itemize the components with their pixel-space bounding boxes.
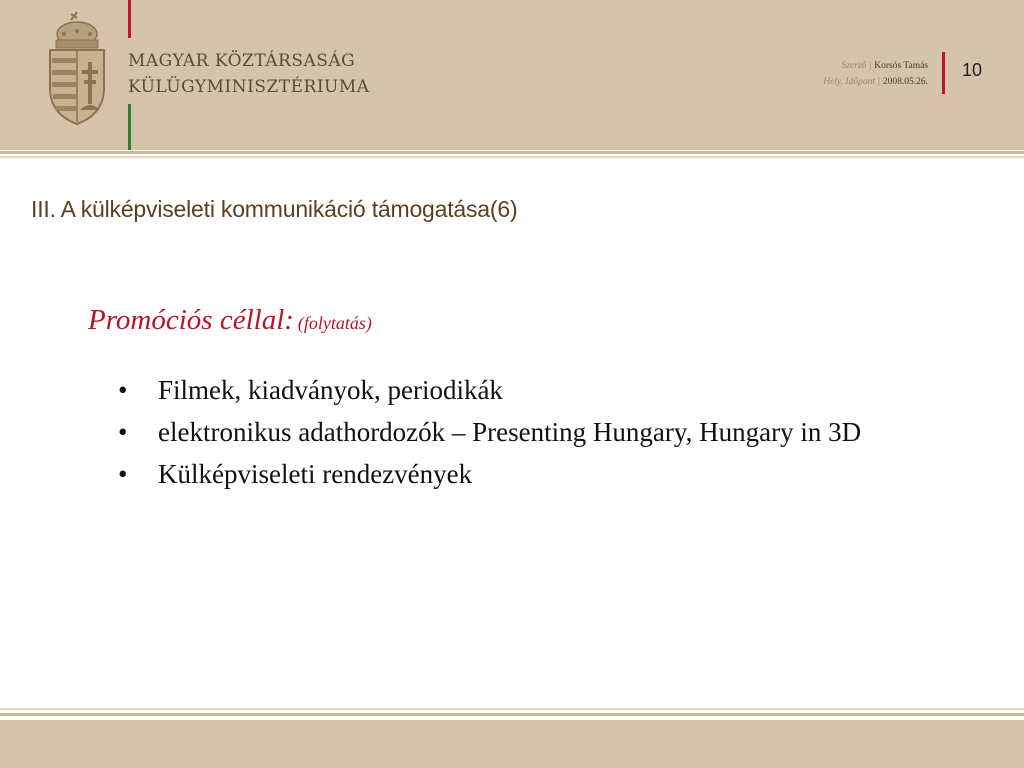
author-row: Szerző | Korsós Tamás [841,61,928,71]
bullet-list [118,372,878,498]
bullet-item [118,456,878,492]
flag-red-bar [128,0,131,38]
footer-band [0,720,1024,768]
bullet-text: elektronikus adathordozók – Presenting Hungary, Hungary in 3D [158,417,862,447]
header-divider-thin [0,156,1024,158]
place-row: Hely, Időpont | 2008.05.26. [823,77,928,87]
ministry-name [128,48,370,100]
slide-meta [823,58,928,90]
subtitle-note: (folytatás) [297,313,372,333]
bullet-glyph: • [118,459,128,489]
footer-divider-thin [0,708,1024,710]
page-number: 10 [962,60,983,80]
coat-of-arms-icon [44,10,110,126]
author-value: Korsós Tamás [874,61,928,71]
author-label: Szerző [841,61,867,71]
footer-divider [0,713,1024,716]
bullet-glyph: • [118,417,128,447]
place-value: 2008.05.26. [882,77,928,87]
subtitle-main: Promóciós céllal: [88,304,294,336]
flag-green-bar [128,104,131,150]
ministry-name-line2: KÜLÜGYMINISZTÉRIUMA [128,77,370,97]
ministry-name-line1: MAGYAR KÖZTÁRSASÁG [128,51,356,71]
bullet-text: Filmek, kiadványok, periodikák [158,375,503,405]
bullet-item [118,414,878,450]
bullet-text: Külképviseleti rendezvények [158,459,473,489]
bullet-glyph: • [118,375,128,405]
header-divider [0,151,1024,154]
bullet-item [118,372,878,408]
page-number-divider [942,52,945,94]
slide-title: III. A külképviseleti kommunikáció támogatása(6) [31,196,518,222]
place-label: Hely, Időpont [823,77,875,87]
section-subtitle [88,304,372,337]
